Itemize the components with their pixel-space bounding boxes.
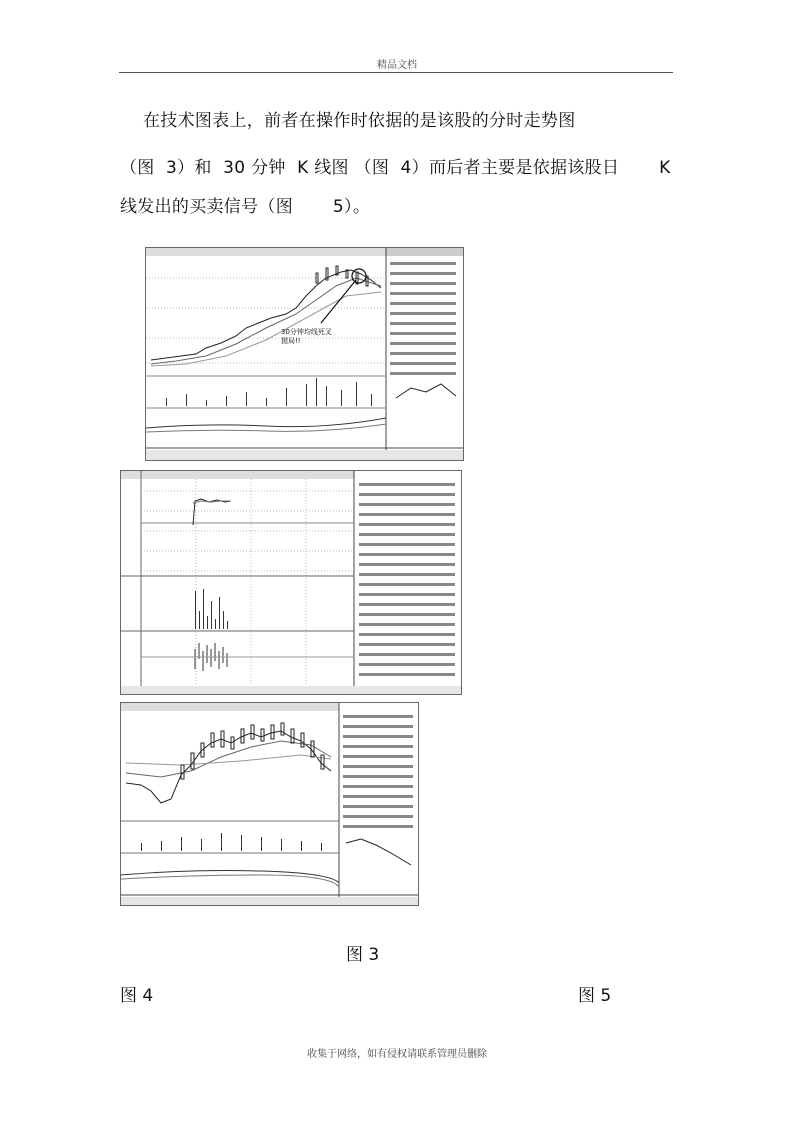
header-divider [119, 72, 673, 73]
paragraph-line-1: 在技术图表上，前者在操作时依据的是该股的分时走势图 [143, 111, 576, 131]
caption-figure-4: 图 4 [120, 986, 154, 1006]
figure-4-screenshot [120, 470, 462, 695]
annotation-line-1: 30分钟均线死叉拋局!! [281, 328, 332, 345]
page-header: 精品文档 [377, 60, 417, 71]
figure-3-screenshot [145, 247, 464, 461]
page-footer: 收集于网络，如有侵权请联系管理员删除 [307, 1049, 487, 1060]
figure-5-screenshot [120, 702, 419, 906]
caption-figure-3: 图 3 [346, 945, 380, 965]
paragraph-line-2: （图 3）和 30 分钟 K 线图 （图 4）而后者主要是依据该股日 K [120, 158, 671, 178]
paragraph-line-3: 线发出的买卖信号（图 5）。 [120, 197, 371, 217]
caption-figure-5: 图 5 [578, 986, 612, 1006]
